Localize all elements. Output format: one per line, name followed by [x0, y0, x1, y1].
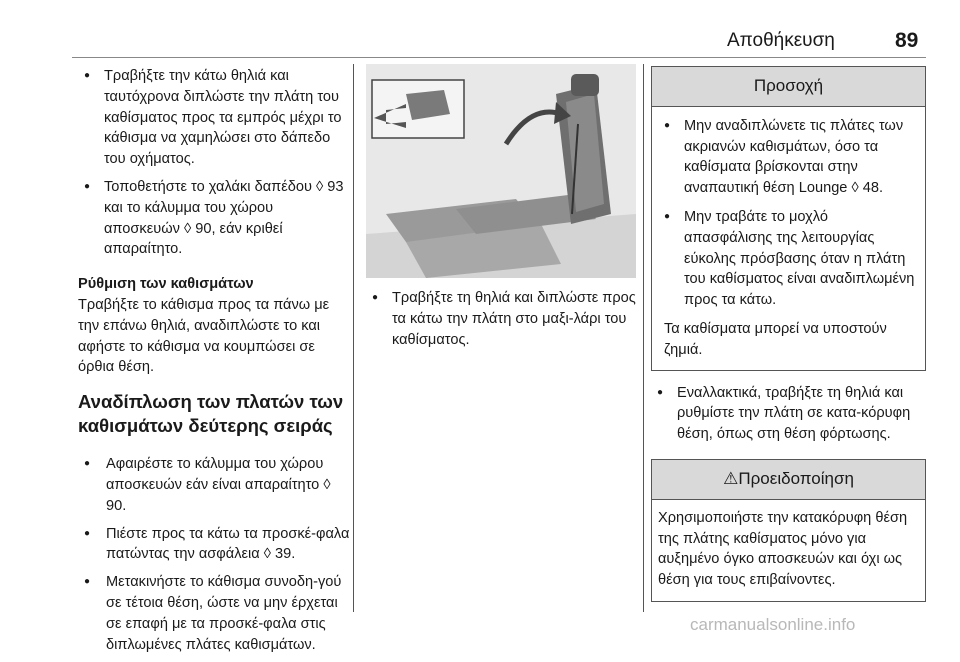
warning-text: Χρησιμοποιήστε την κατακόρυφη θέση της πλάτης καθίσματος μόνο για αυξημένο όγκο αποσκευών και όχι ως θέση για τους επιβαίνοντες.: [658, 509, 908, 589]
list-item: ● Τραβήξτε την κάτω θηλιά και ταυτόχρονα διπλώστε την πλάτη του καθίσματος προς τα εμπρός μέχρι το κάθισμα να χαμηλώσει στο δάπεδο του οχήματος.: [78, 66, 350, 170]
paragraph: Τραβήξτε το κάθισμα προς τα πάνω με την επάνω θηλιά, αναδιπλώστε το και αφήστε το κάθισμα να κουμπώσει σε όρθια θέση.: [78, 296, 330, 376]
column-1: [78, 66, 350, 662]
section-heading: Αναδίπλωση των πλατών των καθισμάτων δεύτερης σειράς: [78, 391, 344, 437]
rear-seat-folding-image: [366, 64, 636, 278]
seat-illustration: [366, 64, 636, 278]
warning-icon: ⚠: [723, 468, 739, 488]
column-divider-1: [353, 64, 354, 612]
column-2: [366, 288, 636, 357]
column-3: [651, 66, 926, 602]
list-item: ● Πιέστε προς τα κάτω τα προσκέ-φαλα πατώντας την ασφάλεια ◊ 39.: [78, 524, 350, 566]
list-item: ● Μην τραβάτε το μοχλό απασφάλισης της λειτουργίας εύκολης πρόσβασης όταν η πλάτη του καθίσματος είναι αναδιπλωμένη προς τα κάτω.: [658, 207, 919, 311]
list-item: ● Μην αναδιπλώνετε τις πλάτες των ακριανών καθισμάτων, όσο τα καθίσματα βρίσκονται στην αναπαυτική θέση Lounge ◊ 48.: [658, 116, 919, 199]
warning-title: Προειδοποίηση: [738, 468, 854, 488]
list-item: ● Τραβήξτε τη θηλιά και διπλώστε προς τα κάτω την πλάτη στο μαξι-λάρι του καθίσματος.: [366, 288, 636, 350]
header-rule: [72, 57, 926, 58]
watermark: carmanualsonline.info: [690, 615, 856, 634]
caution-title: Προσοχή: [652, 67, 925, 107]
warning-box: [651, 459, 926, 602]
list-item: ● Εναλλακτικά, τραβήξτε τη θηλιά και ρυθμίστε την πλάτη σε κατα-κόρυφη θέση, όπως στη θέση φόρτωσης.: [651, 383, 926, 445]
subheading: Ρύθμιση των καθισμάτων: [78, 276, 254, 293]
caution-box: [651, 66, 926, 371]
caution-footer: Τα καθίσματα μπορεί να υποστούν ζημιά.: [664, 320, 887, 358]
column-divider-2: [643, 64, 644, 612]
page-number: 89: [895, 29, 919, 52]
section-title: Αποθήκευση: [727, 30, 835, 51]
list-item: ● Αφαιρέστε το κάλυμμα του χώρου αποσκευών εάν είναι απαραίτητο ◊ 90.: [78, 454, 350, 516]
list-item: ● Τοποθετήστε το χαλάκι δαπέδου ◊ 93 και το κάλυμμα του χώρου αποσκευών ◊ 90, εάν κριθεί απαραίτητο.: [78, 177, 350, 260]
warning-title-row: [652, 460, 925, 500]
list-item: ● Μετακινήστε το κάθισμα συνοδη-γού σε τέτοια θέση, ώστε να μην έρχεται σε επαφή με τα προσκέ-φαλα στις διπλωμένες πλάτες καθισμάτων.: [78, 572, 350, 655]
